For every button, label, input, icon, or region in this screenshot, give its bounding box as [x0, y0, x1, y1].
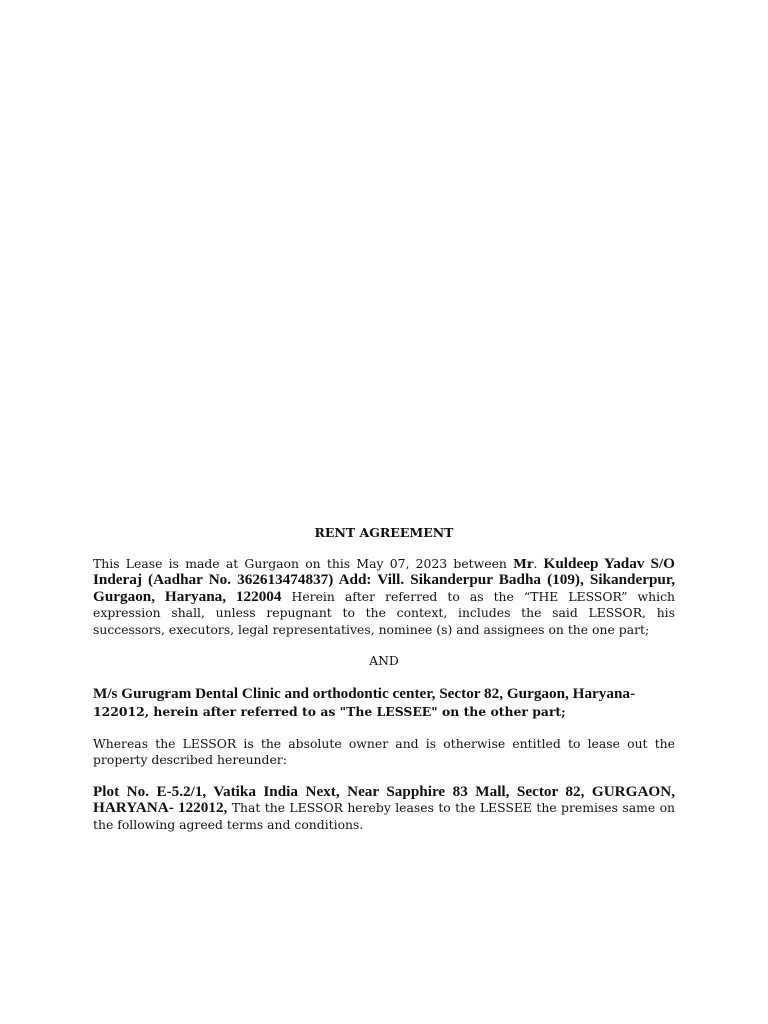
mr-prefix: Mr: [513, 556, 534, 571]
lessee-name-line: M/s Gurugram Dental Clinic and orthodontic center, Sector 82, Gurgaon, Haryana-: [93, 685, 636, 703]
document-page: [93, 524, 675, 833]
plot-paragraph: [93, 784, 675, 833]
lessor-details: Kuldeep Yadav S/O Inderaj (Aadhar No. 362613474837) Add: Vill. Sikanderpur Badha (109), Sikanderpur, Gurgaon, Haryana, 122004: [93, 555, 675, 605]
plot-address: Plot No. E-5.2/1, Vatika India Next, Near Sapphire 83 Mall, Sector 82, GURGAON, HARYANA- 122012,: [93, 782, 675, 817]
intro-paragraph: [93, 556, 675, 638]
document-title: RENT AGREEMENT: [314, 525, 454, 540]
lessee-paragraph: [93, 685, 675, 720]
and-separator: AND: [369, 653, 399, 669]
mr-dot: .: [533, 556, 544, 571]
lessee-reference-line: 122012, herein after referred to as "The LESSEE" on the other part;: [93, 703, 566, 719]
whereas-paragraph: Whereas the LESSOR is the absolute owner and is otherwise entitled to lease out the property described hereunder:: [93, 736, 675, 768]
intro-text-1: This Lease is made at Gurgaon on this May 07, 2023 between: [93, 556, 514, 571]
plot-terms: That the LESSOR hereby leases to the LESSEE the premises same on the following agreed terms and conditions.: [93, 800, 676, 832]
intro-text-2: Herein after referred to as the “THE LESSOR” which expression shall, unless repugnant to the context, includes the said LESSOR, his successors, executors, legal representatives, nominee (s) and assignees on the one part;: [93, 588, 675, 637]
